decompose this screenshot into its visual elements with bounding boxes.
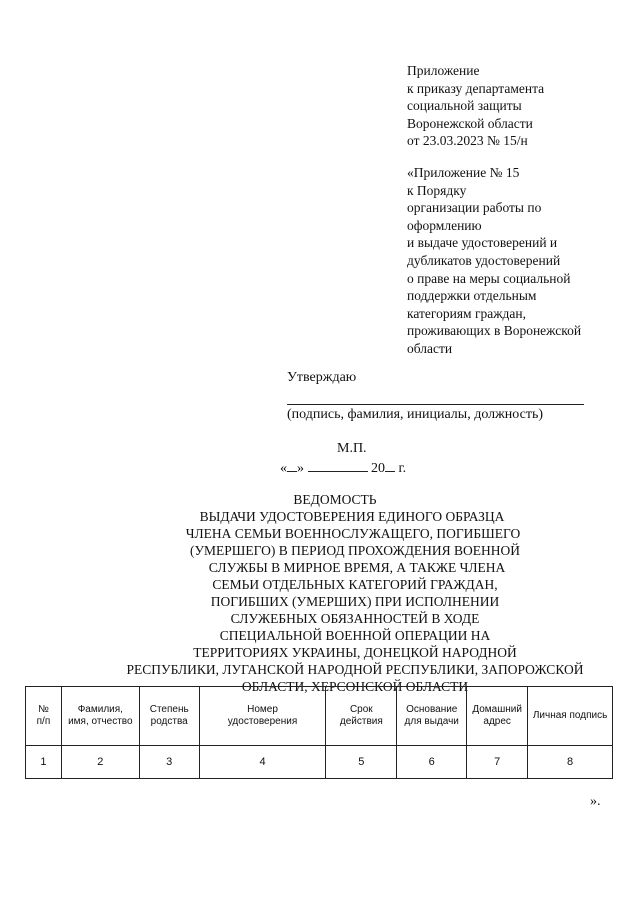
col-header-number-line: п/п (36, 716, 51, 727)
appendix-quote-line: «Приложение № 15 (407, 165, 520, 180)
approval-date (280, 459, 406, 477)
col-header-signature (528, 687, 613, 746)
table-cell: 6 (397, 746, 467, 779)
table-cell: 4 (199, 746, 326, 779)
date-year-suffix: г. (398, 461, 407, 476)
title-line: ЧЛЕНА СЕМЬИ ВОЕННОСЛУЖАЩЕГО, ПОГИБШЕГО (185, 526, 521, 541)
appendix-quote-line: и выдаче удостоверений и (407, 235, 558, 251)
col-header-relation-line: родства (150, 716, 188, 727)
day-blank (287, 459, 297, 472)
col-header-validity-line: Срок (349, 703, 373, 715)
month-blank (308, 459, 368, 472)
table-cell: 1 (26, 746, 62, 779)
appendix-quote-line: оформлению (407, 217, 482, 233)
table-cell: 5 (326, 746, 397, 779)
appendix-quote-line: к Порядку (407, 182, 467, 198)
col-header-relation-line: Степень (149, 703, 189, 715)
title-line: СЛУЖЕБНЫХ ОБЯЗАННОСТЕЙ В ХОДЕ (230, 611, 480, 626)
col-header-name-line: Фамилия, (77, 703, 123, 715)
col-header-basis-line: для выдачи (404, 716, 459, 727)
appendix-header-line: Воронежской области (407, 115, 533, 131)
year-blank (385, 459, 395, 472)
appendix-quote-line: поддержки отдельным (407, 288, 537, 304)
col-header-validity-line: действия (339, 716, 383, 727)
title-line: ТЕРРИТОРИЯХ УКРАИНЫ, ДОНЕЦКОЙ НАРОДНОЙ (193, 645, 517, 660)
appendix-quote-line: категориям граждан, (407, 305, 527, 321)
title-line: СЕМЬИ ОТДЕЛЬНЫХ КАТЕГОРИЙ ГРАЖДАН, (212, 577, 498, 592)
title-line: ОБЛАСТИ, ХЕРСОНСКОЙ ОБЛАСТИ (241, 679, 469, 694)
signature-caption: (подпись, фамилия, инициалы, должность) (287, 407, 544, 422)
table-cell: 3 (139, 746, 199, 779)
appendix-quote-line: о праве на меры социальной (407, 270, 571, 286)
col-header-signature-line: Личная подпись (532, 709, 608, 721)
col-header-certificate-line: удостоверения (227, 716, 298, 727)
title-line: ВЫДАЧИ УДОСТОВЕРЕНИЯ ЕДИНОГО ОБРАЗЦА (199, 509, 505, 524)
table-cell: 7 (467, 746, 528, 779)
col-header-relation (139, 687, 199, 746)
appendix-quote-line: области (407, 340, 453, 356)
table-row (26, 746, 613, 779)
appendix-quote (407, 164, 581, 358)
col-header-certificate (199, 687, 326, 746)
title-line: РЕСПУБЛИКИ, ЛУГАНСКОЙ НАРОДНОЙ РЕСПУБЛИКИ, ЗАПОРОЖСКОЙ (126, 662, 584, 677)
table-header-row (26, 687, 613, 746)
title-line: ВЕДОМОСТЬ (293, 492, 377, 507)
title-line: (УМЕРШЕГО) В ПЕРИОД ПРОХОЖДЕНИЯ ВОЕННОЙ (189, 543, 521, 558)
title-line: СПЕЦИАЛЬНОЙ ВОЕННОЙ ОПЕРАЦИИ НА (219, 628, 491, 643)
title-line: СЛУЖБЫ В МИРНОЕ ВРЕМЯ, А ТАКЖЕ ЧЛЕНА (208, 560, 506, 575)
stamp-label: М.П. (337, 441, 367, 456)
title-line: ПОГИБШИХ (УМЕРШИХ) ПРИ ИСПОЛНЕНИИ (210, 594, 500, 609)
col-header-address (467, 687, 528, 746)
issuance-table (25, 686, 613, 779)
document-title (0, 491, 640, 695)
appendix-header-line: социальной защиты (407, 98, 522, 114)
col-header-basis (397, 687, 467, 746)
table-cell: 2 (61, 746, 139, 779)
appendix-quote-line: проживающих в Воронежской (407, 323, 582, 339)
appendix-header-line: от 23.03.2023 № 15/н (407, 133, 528, 149)
col-header-address-line: Домашний (472, 703, 522, 715)
date-open-quote: « (280, 461, 287, 476)
signature-line (287, 404, 584, 405)
col-header-number (26, 687, 62, 746)
col-header-name (61, 687, 139, 746)
col-header-certificate-line: Номер (247, 703, 278, 715)
approval-label: Утверждаю (287, 370, 357, 385)
appendix-header-line: к приказу департамента (407, 80, 545, 96)
col-header-address-line: адрес (483, 716, 511, 727)
col-header-number-line: № (38, 703, 49, 715)
col-header-validity (326, 687, 397, 746)
date-close-quote: » (297, 461, 304, 476)
appendix-header-line: Приложение (407, 63, 480, 78)
date-year-prefix: 20 (371, 461, 385, 476)
appendix-quote-line: дубликатов удостоверений (407, 252, 561, 268)
appendix-header (407, 62, 544, 150)
col-header-name-line: имя, отчество (68, 716, 133, 727)
col-header-basis-line: Основание (406, 703, 458, 715)
table-cell: 8 (528, 746, 613, 779)
closing-quote: ». (590, 794, 601, 809)
appendix-quote-line: организации работы по (407, 200, 542, 216)
